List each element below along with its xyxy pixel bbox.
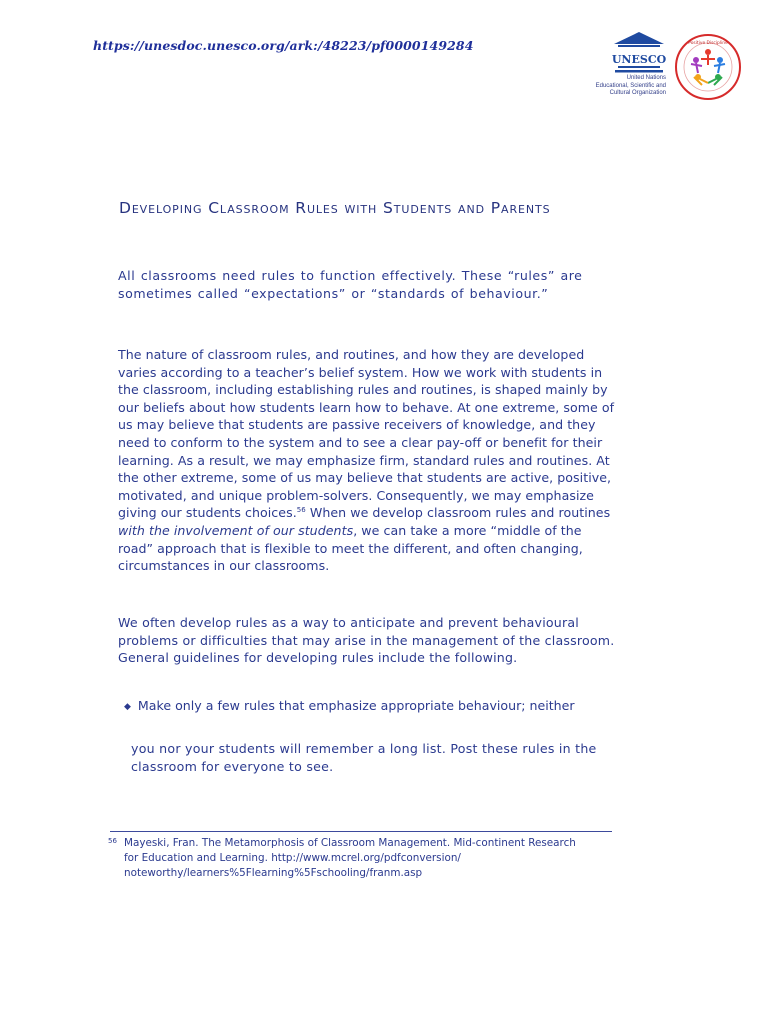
bullet-item bbox=[124, 698, 575, 713]
unesco-caption-line: Educational, Scientific and bbox=[595, 82, 666, 89]
emphasized-text: with the involvement of our students bbox=[118, 522, 354, 538]
badge-text: Positive Discipline bbox=[688, 41, 728, 46]
unesco-logo-text: UNESCO bbox=[612, 53, 666, 66]
paragraph-text: , we can take a more “middle of the road” approach that is flexible to meet the different, and often changing, circumstances in our classrooms. bbox=[118, 522, 583, 574]
paragraph-text: When we develop classroom rules and routines bbox=[305, 505, 611, 521]
footnote-number: 56 bbox=[108, 837, 117, 845]
guidelines-paragraph: We often develop rules as a way to anticipate and prevent behavioural problems or difficulties that may arise in the management of the classroom. General guidelines for developing rules include the following. bbox=[118, 615, 615, 666]
unesco-caption-line: United Nations bbox=[626, 75, 666, 81]
footnote-text: Mayeski, Fran. The Metamorphosis of Classroom Management. Mid-continent Research for Education and Learning. http://www.mcrel.org/pdfconversion/ noteworthy/learners%5Flearning%5Fschooling/franm.asp bbox=[124, 837, 576, 879]
unesco-caption-line: Cultural Organization bbox=[609, 90, 666, 96]
section-title: Developing Classroom Rules with Students and Parents bbox=[119, 199, 551, 217]
unesco-caption bbox=[560, 75, 666, 98]
source-url[interactable]: https://unesdoc.unesco.org/ark:/48223/pf0000149284 bbox=[93, 38, 474, 53]
belief-system-paragraph bbox=[118, 346, 620, 575]
paragraph-text: The nature of classroom rules, and routines, and how they are developed varies according to a teacher’s belief system. How we work with students in the classroom, including establishing rules and routines, is shaped mainly by our beliefs about how students learn how to behave. At one extreme, some of us may believe that students are passive receivers of knowledge, and they need to conform to the system and to see a clear pay-off or benefit for their learning. As a result, we may emphasize firm, standard rules and routines. At the other extreme, some of us may believe that students are active, positive, motivated, and unique problem-solvers. Consequently, we may emphasize giving our students choices. bbox=[118, 347, 615, 521]
footnote bbox=[108, 836, 578, 881]
intro-paragraph: All classrooms need rules to function effectively. These “rules” are sometimes called “expectations” or “standards of behaviour.” bbox=[118, 268, 583, 301]
footnote-divider bbox=[110, 831, 612, 832]
bullet-text: Make only a few rules that emphasize appropriate behaviour; neither bbox=[137, 698, 575, 713]
bullet-continuation: you nor your students will remember a long list. Post these rules in the classroom for everyone to see. bbox=[131, 741, 597, 774]
footnote-reference[interactable]: 56 bbox=[296, 506, 306, 515]
positive-discipline-badge-logo bbox=[674, 33, 742, 101]
diamond-bullet-icon: ◆ bbox=[124, 702, 131, 712]
unesco-logo bbox=[612, 30, 666, 76]
